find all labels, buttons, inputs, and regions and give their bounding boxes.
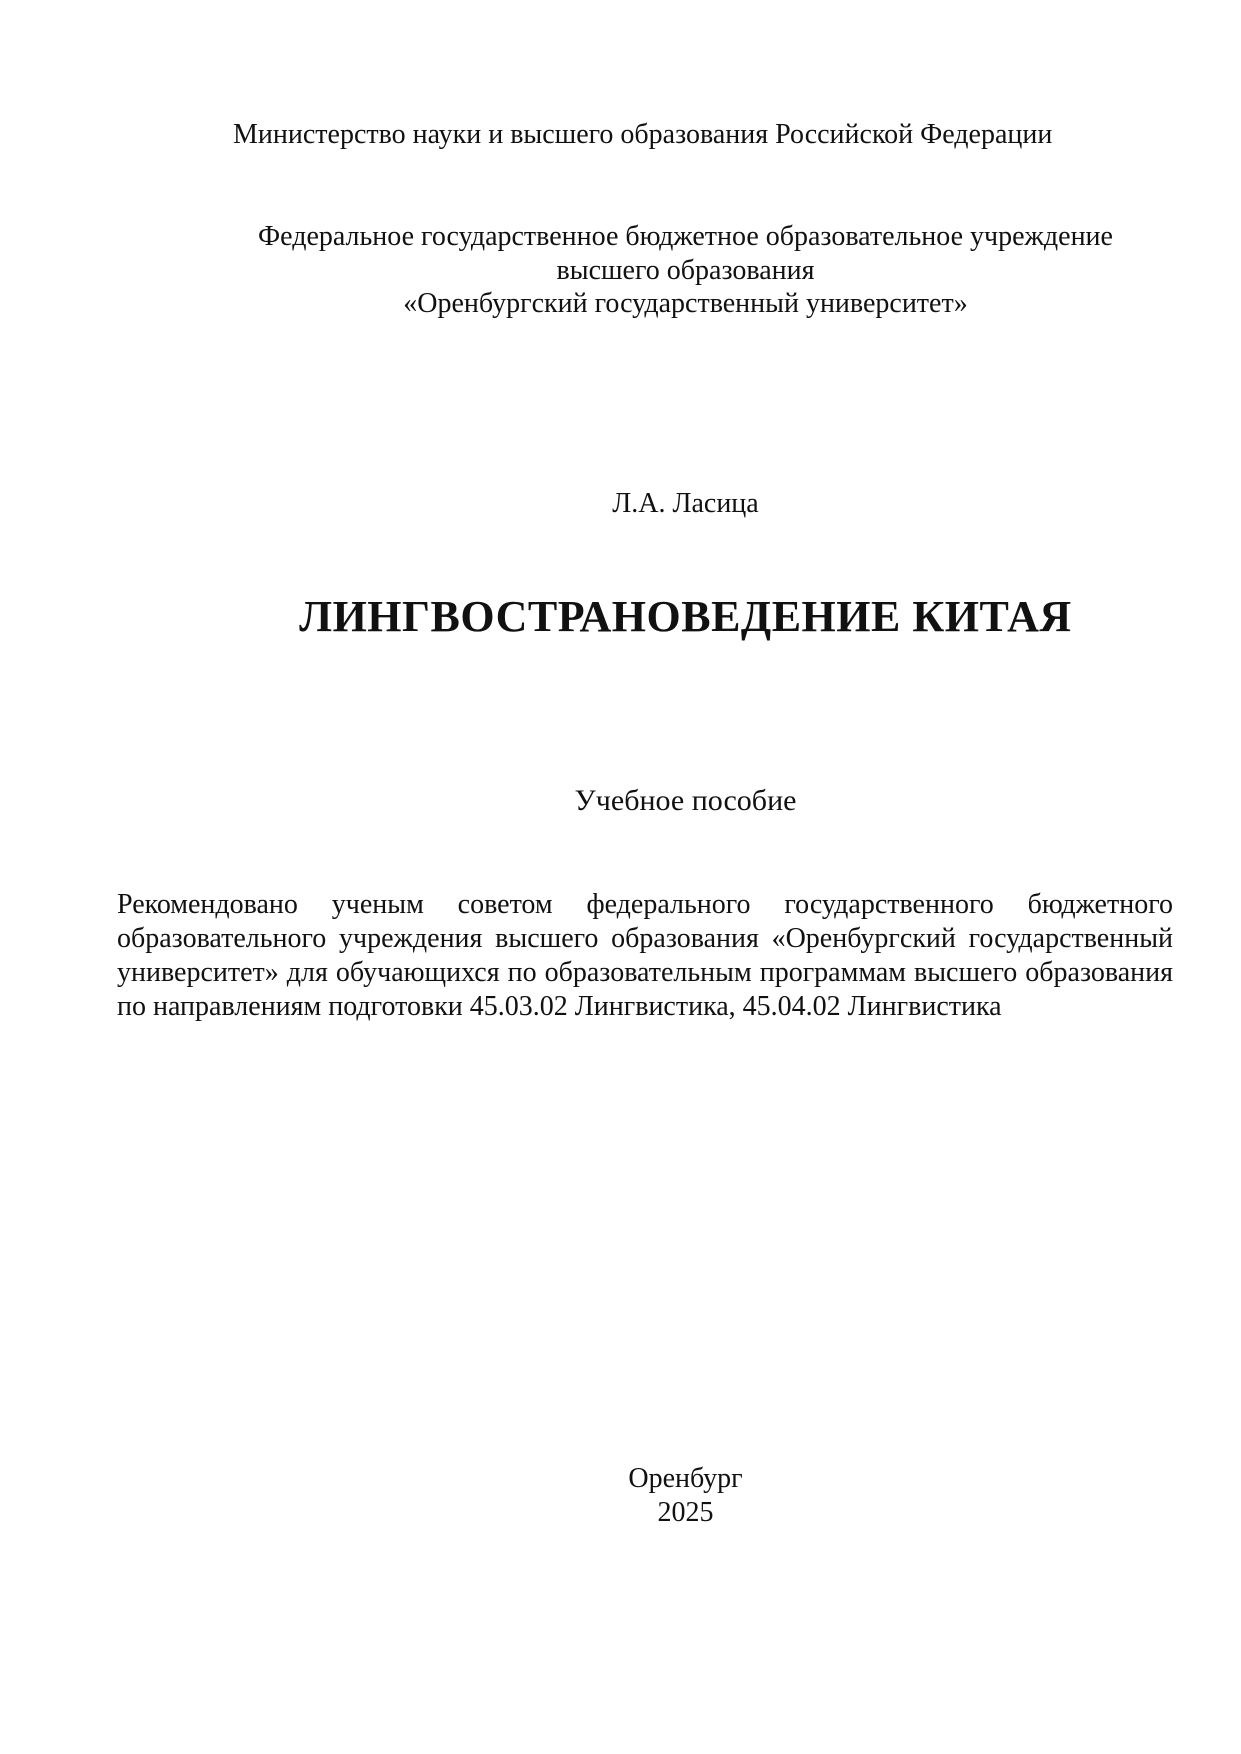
recommendation-paragraph: Рекомендовано ученым советом федерального государственного бюджетного образовательного учреждения высшего образования «Оренбургский государственный университет» для обучающихся по образовательным программам высшего образования по направлениям подготовки 45.03.02 Лингвистика, 45.04.02 Лингвистика [117, 889, 1173, 1022]
institution-line-2: высшего образования [556, 255, 815, 286]
city: Оренбург [628, 1463, 743, 1494]
year: 2025 [657, 1497, 714, 1528]
book-subtitle: Учебное пособие [574, 784, 797, 817]
book-title: ЛИНГВОСТРАНОВЕДЕНИЕ КИТАЯ [299, 592, 1072, 641]
institution-line-3: «Оренбургский государственный университет» [403, 288, 968, 319]
ministry-line: Министерство науки и высшего образования Российской Федерации [233, 119, 1053, 150]
author: Л.А. Ласица [612, 488, 759, 519]
institution-line-1: Федеральное государственное бюджетное образовательное учреждение [258, 221, 1113, 252]
